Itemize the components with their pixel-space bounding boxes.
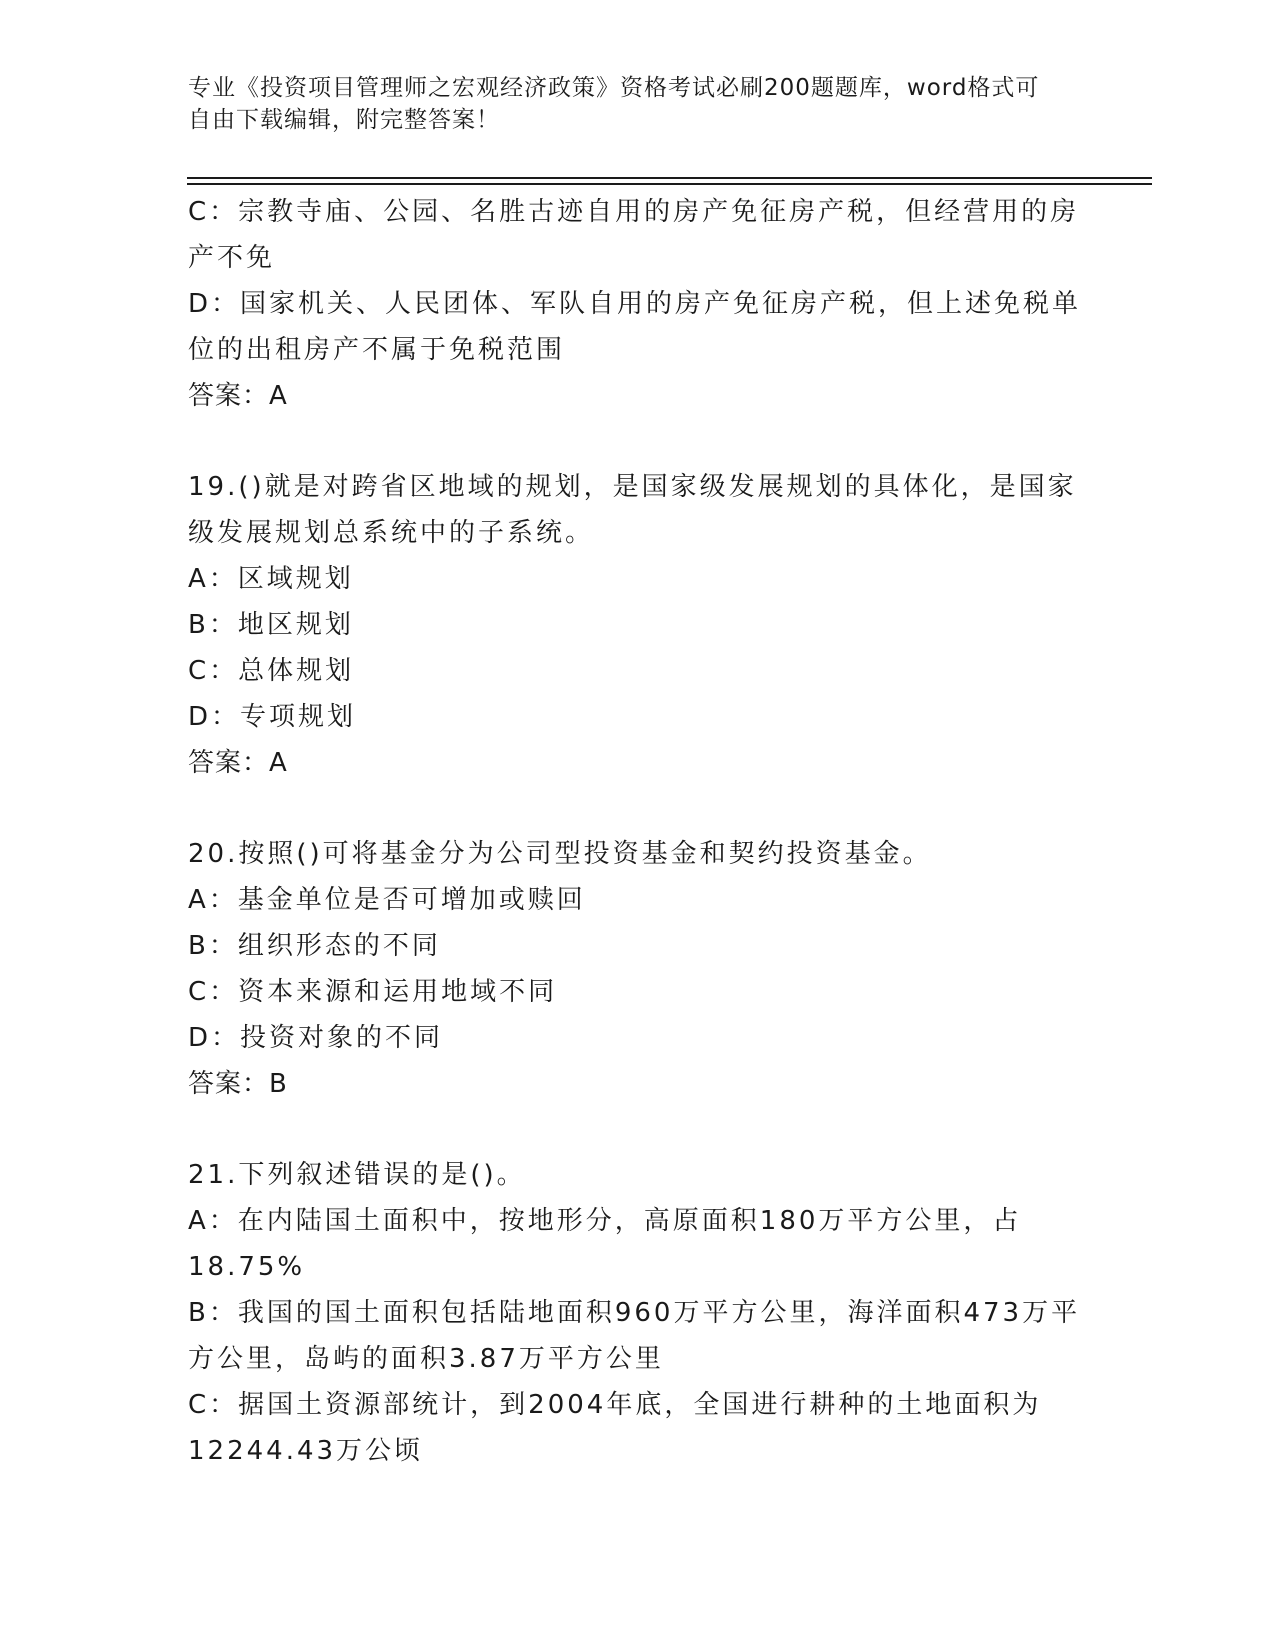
answer: 答案：A [188, 748, 288, 778]
header-divider-bottom [187, 183, 1152, 185]
option-c: C：总体规划 [188, 656, 355, 686]
header-divider-top [187, 177, 1152, 179]
option-a: A：区域规划 [188, 564, 354, 594]
question-21 [188, 1152, 1088, 1474]
question-list [188, 189, 1088, 1474]
option-b: B：组织形态的不同 [188, 931, 441, 961]
option-d-line-1: D：国家机关、人民团体、军队自用的房产免征房产税，但上述免税单 [188, 289, 1082, 319]
question-19 [188, 464, 1088, 786]
option-a: A：基金单位是否可增加或赎回 [188, 885, 586, 915]
option-b: B：地区规划 [188, 610, 354, 640]
option-c-line-1: C：据国土资源部统计，到2004年底，全国进行耕种的土地面积为 [188, 1390, 1042, 1420]
spacer [188, 786, 1088, 831]
option-d: D：投资对象的不同 [188, 1023, 444, 1053]
option-b-line-2: 方公里，岛屿的面积3.87万平方公里 [188, 1344, 664, 1374]
page-header [188, 72, 1068, 136]
answer: 答案：A [188, 381, 288, 411]
question-20 [188, 831, 1088, 1107]
question-stem-line-2: 级发展规划总系统中的子系统。 [188, 518, 595, 548]
option-a-line-2: 18.75% [188, 1252, 306, 1282]
question-stem-line-1: 19.()就是对跨省区地域的规划，是国家级发展规划的具体化，是国家 [188, 472, 1077, 502]
option-c-line-2: 产不免 [188, 243, 276, 273]
spacer [188, 1107, 1088, 1152]
question-stem: 21.下列叙述错误的是()。 [188, 1160, 526, 1190]
option-a-line-1: A：在内陆国土面积中，按地形分，高原面积180万平方公里，占 [188, 1206, 1022, 1236]
question-stem: 20.按照()可将基金分为公司型投资基金和契约投资基金。 [188, 839, 932, 869]
spacer [188, 419, 1088, 464]
option-d: D：专项规划 [188, 702, 357, 732]
option-d-line-2: 位的出租房产不属于免税范围 [188, 335, 566, 365]
question-18-continued [188, 189, 1088, 419]
answer: 答案：B [188, 1069, 288, 1099]
option-b-line-1: B：我国的国土面积包括陆地面积960万平方公里，海洋面积473万平 [188, 1298, 1081, 1328]
header-title-line-1: 专业《投资项目管理师之宏观经济政策》资格考试必刷200题题库，word格式可 [188, 75, 1040, 101]
option-c: C：资本来源和运用地域不同 [188, 977, 558, 1007]
option-c-line-2: 12244.43万公顷 [188, 1436, 424, 1466]
header-title-line-2: 自由下载编辑，附完整答案！ [188, 107, 500, 133]
option-c-line-1: C：宗教寺庙、公园、名胜古迹自用的房产免征房产税，但经营用的房 [188, 197, 1080, 227]
